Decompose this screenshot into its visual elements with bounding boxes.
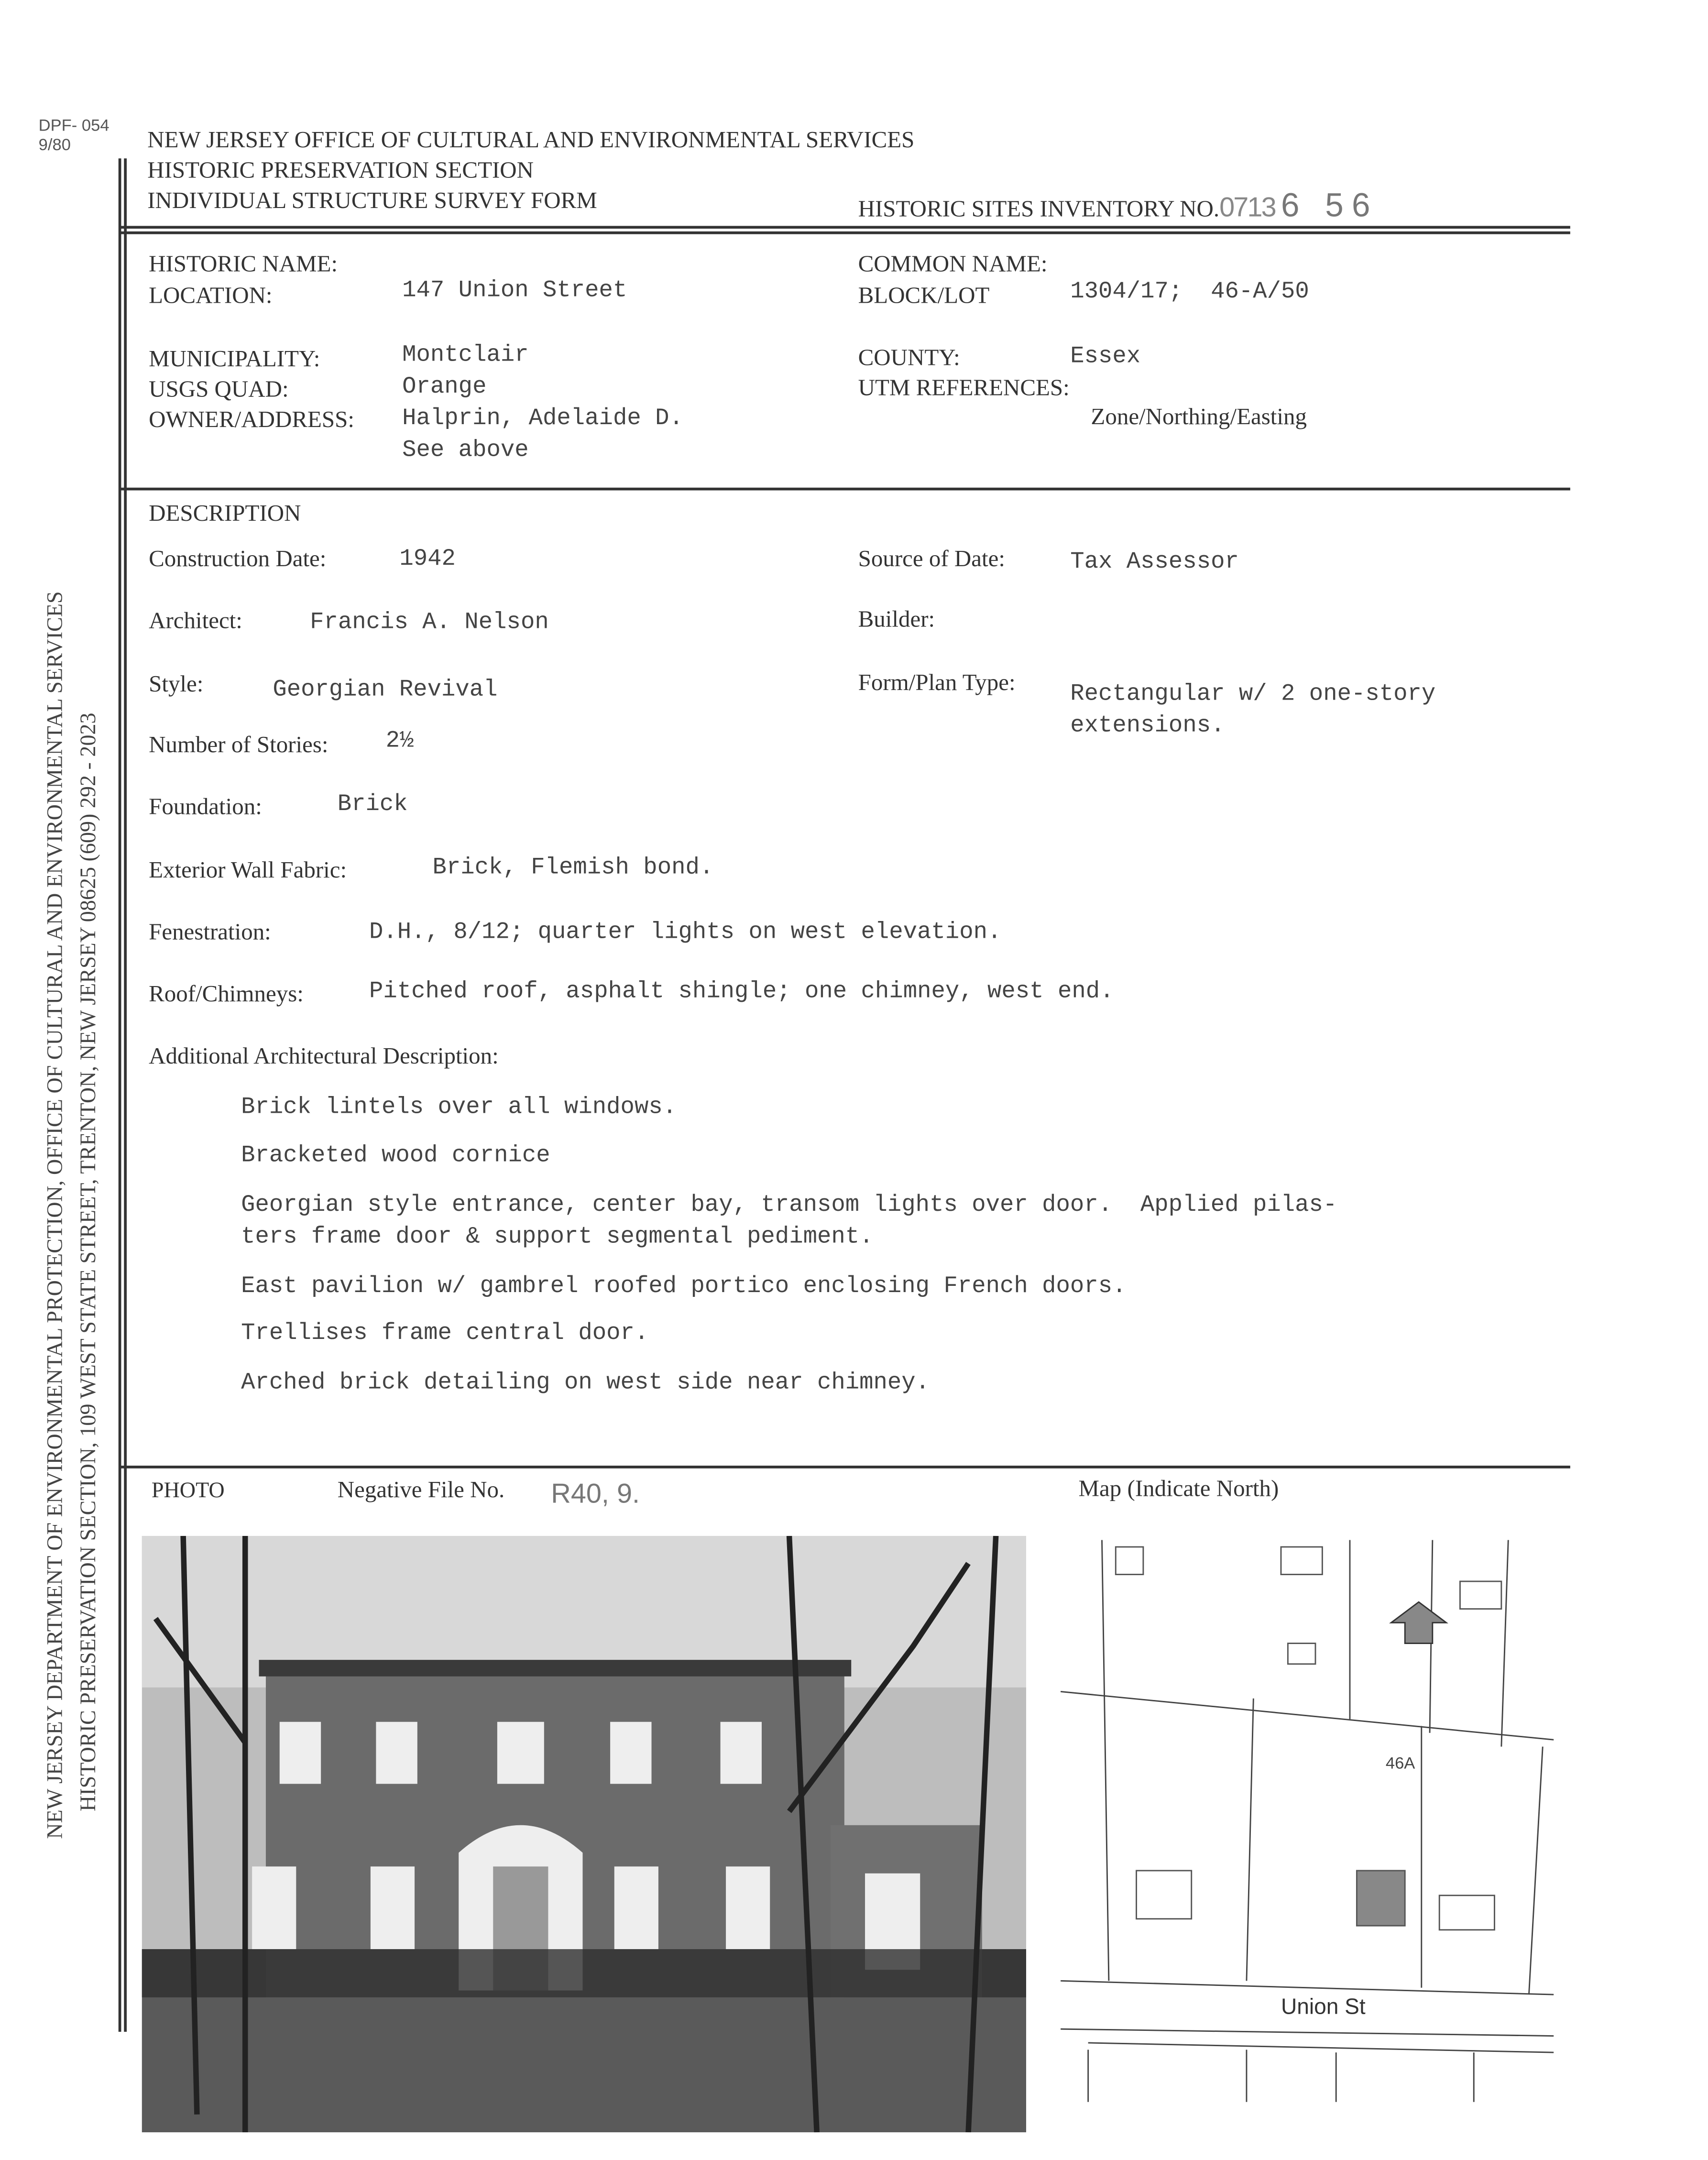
left-border	[119, 158, 120, 2032]
location-value: 147 Union Street	[402, 278, 627, 305]
left-border-inner	[124, 158, 126, 2032]
foundation-value: Brick	[337, 792, 408, 819]
form-id: DPF- 054	[38, 115, 109, 135]
inventory-handwritten: 6 56	[1281, 187, 1379, 225]
stories-label: Number of Stories:	[149, 731, 328, 758]
source-label: Source of Date:	[858, 545, 1005, 572]
site-map	[1061, 1540, 1554, 2102]
street-label: Union St	[1281, 1994, 1366, 2019]
section-divider	[120, 488, 1570, 490]
block-lot-value: 1304/17; 46-A/50	[1070, 279, 1309, 306]
construction-date-value: 1942	[399, 547, 456, 573]
historic-name-label: HISTORIC NAME:	[149, 251, 338, 277]
roof-value: Pitched roof, asphalt shingle; one chimney, west end.	[369, 979, 1114, 1006]
additional-item: Brick lintels over all windows.	[241, 1095, 677, 1121]
owner-value: Halprin, Adelaide D.	[402, 406, 683, 433]
description-heading: DESCRIPTION	[149, 500, 301, 526]
header-agency: NEW JERSEY OFFICE OF CULTURAL AND ENVIRONMENTAL SERVICES	[147, 127, 915, 153]
source-value: Tax Assessor	[1070, 549, 1239, 576]
header-section: HISTORIC PRESERVATION SECTION	[147, 157, 534, 184]
photo-label: PHOTO	[151, 1479, 225, 1503]
builder-label: Builder:	[858, 606, 935, 633]
utm-label: UTM REFERENCES:	[858, 374, 1070, 401]
wall-label: Exterior Wall Fabric:	[149, 856, 347, 883]
municipality-label: MUNICIPALITY:	[149, 346, 320, 372]
architect-value: Francis A. Nelson	[310, 610, 549, 636]
municipality-value: Montclair	[402, 343, 529, 370]
block-lot-label: BLOCK/LOT	[858, 282, 990, 309]
additional-item: East pavilion w/ gambrel roofed portico enclosing French doors.	[241, 1274, 1127, 1301]
inventory-number	[858, 187, 1379, 226]
form-plan-label: Form/Plan Type:	[858, 669, 1016, 696]
additional-item: ters frame door & support segmental pediment.	[241, 1224, 874, 1251]
additional-item: Bracketed wood cornice	[241, 1143, 550, 1170]
county-label: COUNTY:	[858, 344, 960, 371]
foundation-label: Foundation:	[149, 793, 262, 820]
usgs-label: USGS QUAD:	[149, 376, 289, 403]
style-label: Style:	[149, 670, 204, 697]
form-date: 9/80	[38, 135, 71, 154]
architect-label: Architect:	[149, 607, 242, 634]
header-form-title: INDIVIDUAL STRUCTURE SURVEY FORM	[147, 187, 597, 214]
double-rule-bottom	[120, 231, 1570, 233]
owner-label: OWNER/ADDRESS:	[149, 406, 354, 433]
style-value: Georgian Revival	[273, 678, 498, 704]
photo-divider	[120, 1466, 1570, 1468]
usgs-value: Orange	[402, 374, 487, 401]
county-value: Essex	[1070, 344, 1141, 371]
lot-number: 46A	[1385, 1754, 1415, 1773]
additional-item: Trellises frame central door.	[241, 1321, 649, 1348]
negative-label: Negative File No.	[337, 1477, 505, 1503]
form-plan-value-1: Rectangular w/ 2 one-story	[1070, 681, 1436, 708]
inventory-label: HISTORIC SITES INVENTORY NO.	[858, 196, 1220, 222]
negative-value: R40, 9.	[551, 1479, 640, 1510]
wall-value: Brick, Flemish bond.	[432, 855, 714, 882]
additional-label: Additional Architectural Description:	[149, 1042, 499, 1069]
location-label: LOCATION:	[149, 282, 273, 309]
stories-value: 2½	[385, 728, 414, 755]
form-plan-value-2: extensions.	[1070, 713, 1225, 740]
additional-item: Georgian style entrance, center bay, transom lights over door. Applied pilas-	[241, 1193, 1337, 1219]
side-agency-text: NEW JERSEY DEPARTMENT OF ENVIRONMENTAL PROTECTION, OFFICE OF CULTURAL AND ENVIRONMENTAL SERVICES	[44, 591, 68, 1839]
owner-address-value: See above	[402, 438, 529, 464]
common-name-label: COMMON NAME:	[858, 251, 1048, 277]
inventory-value: 0713	[1219, 193, 1275, 223]
additional-item: Arched brick detailing on west side near chimney.	[241, 1371, 930, 1397]
construction-date-label: Construction Date:	[149, 545, 327, 572]
fenestration-label: Fenestration:	[149, 919, 271, 945]
house-photo	[142, 1536, 1026, 2132]
map-label: Map (Indicate North)	[1078, 1475, 1279, 1502]
fenestration-value: D.H., 8/12; quarter lights on west elevation.	[369, 920, 1002, 946]
double-rule-top	[120, 226, 1570, 228]
utm-subheading: Zone/Northing/Easting	[1091, 404, 1307, 430]
roof-label: Roof/Chimneys:	[149, 980, 304, 1007]
side-address-text: HISTORIC PRESERVATION SECTION, 109 WEST STATE STREET, TRENTON, NEW JERSEY 08625 (609) 292 - 2023	[77, 713, 101, 1811]
